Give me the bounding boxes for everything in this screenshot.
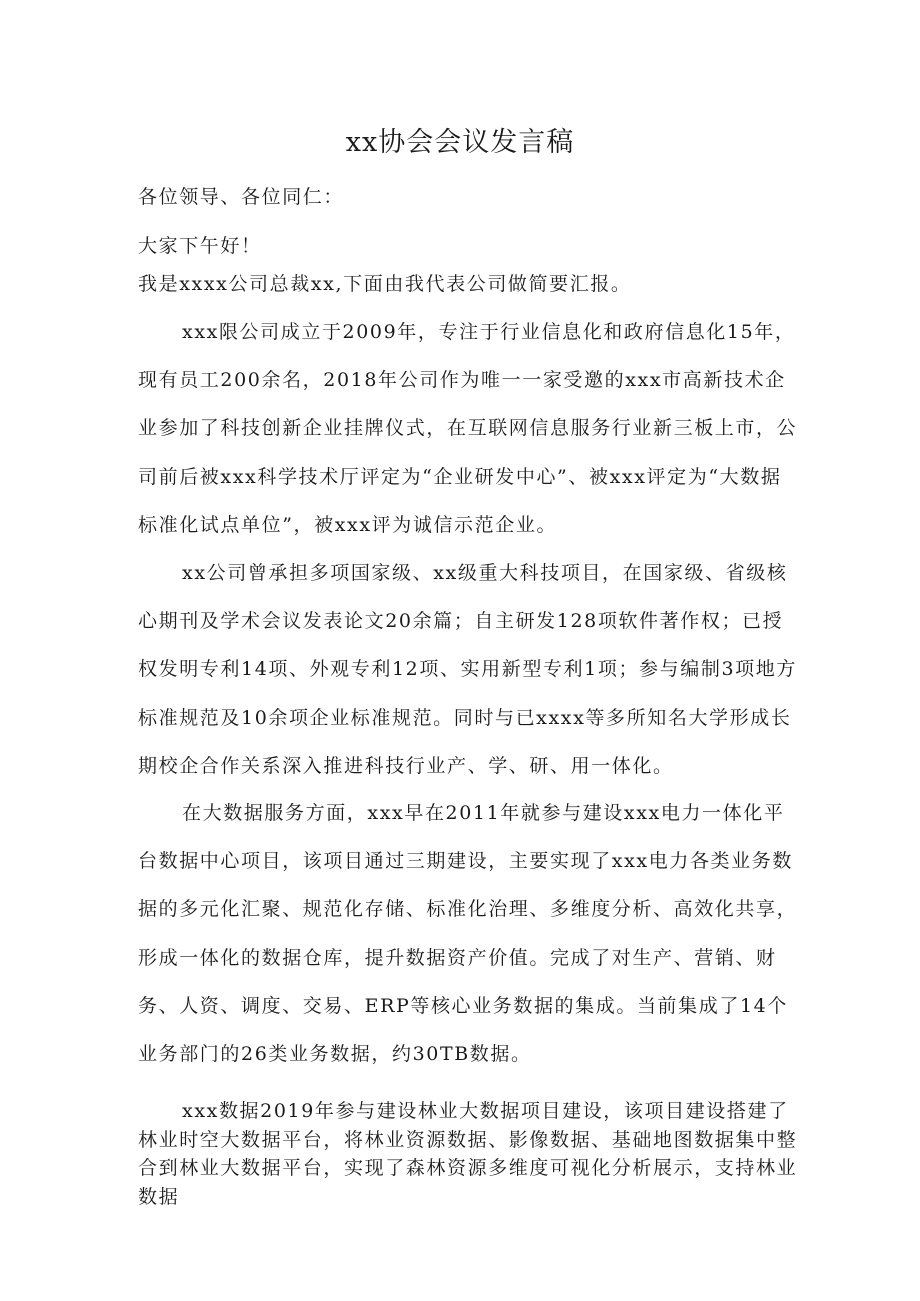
salutation-paragraph: 各位领导、各位同仁： <box>138 186 345 208</box>
big-data-services-paragraph: 在大数据服务方面，xxx早在2011年就参与建设xxx电力一体化平台数据中心项目，该项目通过三期建设，主要实现了xxx电力各类业务数据的多元化汇聚、规范化存储、标准化治理、多维度分析、高效化共享，形成一体化的数据仓库，提升数据资产价值。完成了对生产、营销、财务、人资、调度、交易、ERP等核心业务数据的集成。当前集成了14个业务部门的26类业务数据，约30TB数据。 <box>138 802 798 1066</box>
forestry-project-paragraph: xxx数据2019年参与建设林业大数据项目建设，该项目建设搭建了林业时空大数据平台，将林业资源数据、影像数据、基础地图数据集中整合到林业大数据平台，实现了森林资源多维度可视化分析展示，支持林业数据 <box>138 1100 798 1208</box>
greeting-paragraph: 大家下午好！ <box>138 235 262 257</box>
intro-paragraph: 我是xxxx公司总裁xx,下面由我代表公司做简要汇报。 <box>138 273 632 295</box>
research-achievements-paragraph: xx公司曾承担多项国家级、xx级重大科技项目，在国家级、省级核心期刊及学术会议发表论文20余篇；自主研发128项软件著作权；已授权发明专利14项、外观专利12项、实用新型专利1项；参与编制3项地方标准规范及10余项企业标准规范。同时与已xxxx等多所知名大学形成长期校企合作关系深入推进科技行业产、学、研、用一体化。 <box>138 562 797 777</box>
document-title: xx协会会议发言稿 <box>345 127 575 158</box>
company-overview-paragraph: xxx限公司成立于2009年，专注于行业信息化和政府信息化15年，现有员工200余名，2018年公司作为唯一一家受邀的xxx市高新技术企业参加了科技创新企业挂牌仪式，在互联网信息服务行业新三板上市，公司前后被xxx科学技术厅评定为“企业研发中心”、被xxx评定为“大数据标准化试点单位”，被xxx评为诚信示范企业。 <box>138 321 798 536</box>
